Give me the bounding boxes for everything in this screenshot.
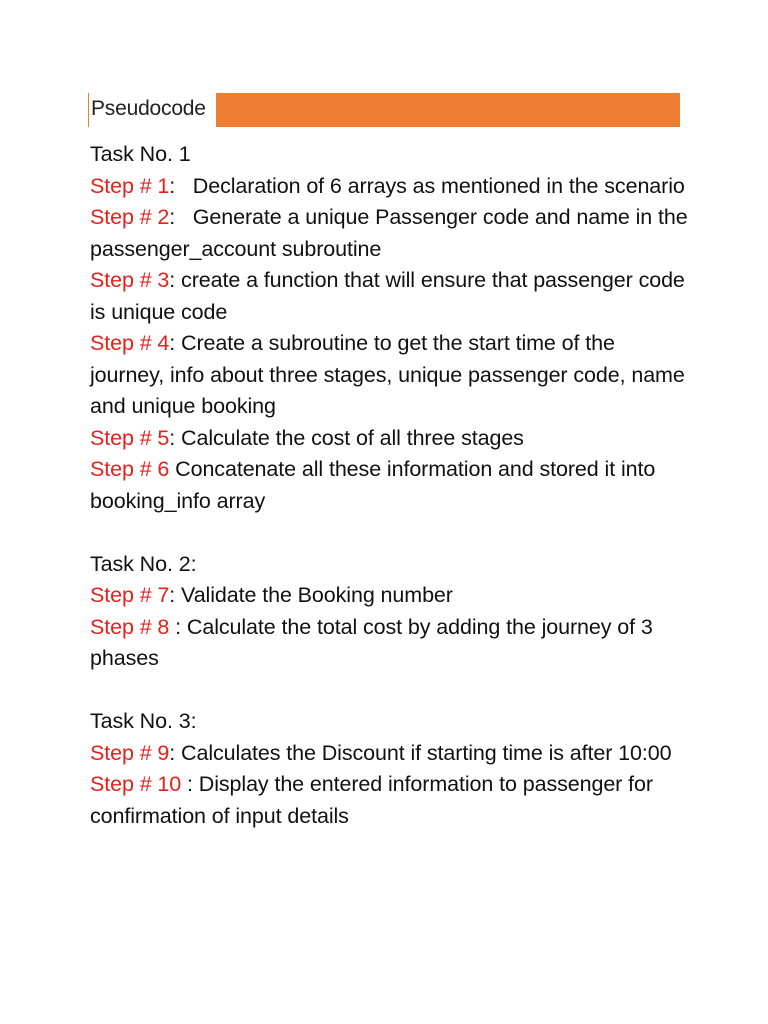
section-heading: Pseudocode <box>88 93 216 127</box>
step-text: : Generate a unique Passenger code and name in the passenger_account subroutine <box>90 205 694 261</box>
step-text: : Validate the Booking number <box>169 583 453 607</box>
step-item <box>90 454 690 517</box>
document-body <box>90 139 694 832</box>
step-label: Step # 1 <box>90 173 170 198</box>
step-item <box>90 171 690 203</box>
step-text: : Calculates the Discount if starting time is after 10:00 <box>169 740 672 765</box>
task-title: Task No. 1 <box>90 142 191 166</box>
step-text: : Display the entered information to passenger for confirmation of input details <box>90 772 653 828</box>
step-item <box>90 580 690 612</box>
step-label: Step # 7 <box>90 583 170 607</box>
step-item <box>90 423 690 455</box>
step-label: Step # 9 <box>90 740 170 765</box>
step-text: : create a function that will ensure that passenger code is unique code <box>90 268 685 324</box>
step-item <box>90 328 690 423</box>
task-title: Task No. 2: <box>90 551 197 576</box>
step-item <box>90 265 690 328</box>
step-label: Step # 10 <box>90 772 182 796</box>
step-label: Step # 2 <box>90 205 170 229</box>
step-label: Step # 4 <box>90 331 170 355</box>
step-item <box>90 769 690 832</box>
step-text: : Create a subroutine to get the start time of the journey, info about three stages, unique passenger code, name and unique booking <box>90 331 685 418</box>
step-label: Step # 6 <box>90 457 170 481</box>
step-text: : Calculate the cost of all three stages <box>169 425 524 450</box>
step-label: Step # 8 <box>90 614 170 639</box>
task-title: Task No. 3: <box>90 709 197 733</box>
step-item <box>90 612 690 675</box>
section-heading-bar <box>88 93 680 127</box>
spacer <box>90 517 690 549</box>
step-label: Step # 5 <box>90 425 170 450</box>
step-label: Step # 3 <box>90 268 170 292</box>
step-text: Concatenate all these information and stored it into booking_info array <box>90 457 656 513</box>
spacer <box>90 675 690 707</box>
step-text: : Calculate the total cost by adding the journey of 3 phases <box>90 614 653 670</box>
step-text: : Declaration of 6 arrays as mentioned in the scenario <box>169 173 685 198</box>
step-item <box>90 738 690 770</box>
step-item <box>90 202 694 265</box>
